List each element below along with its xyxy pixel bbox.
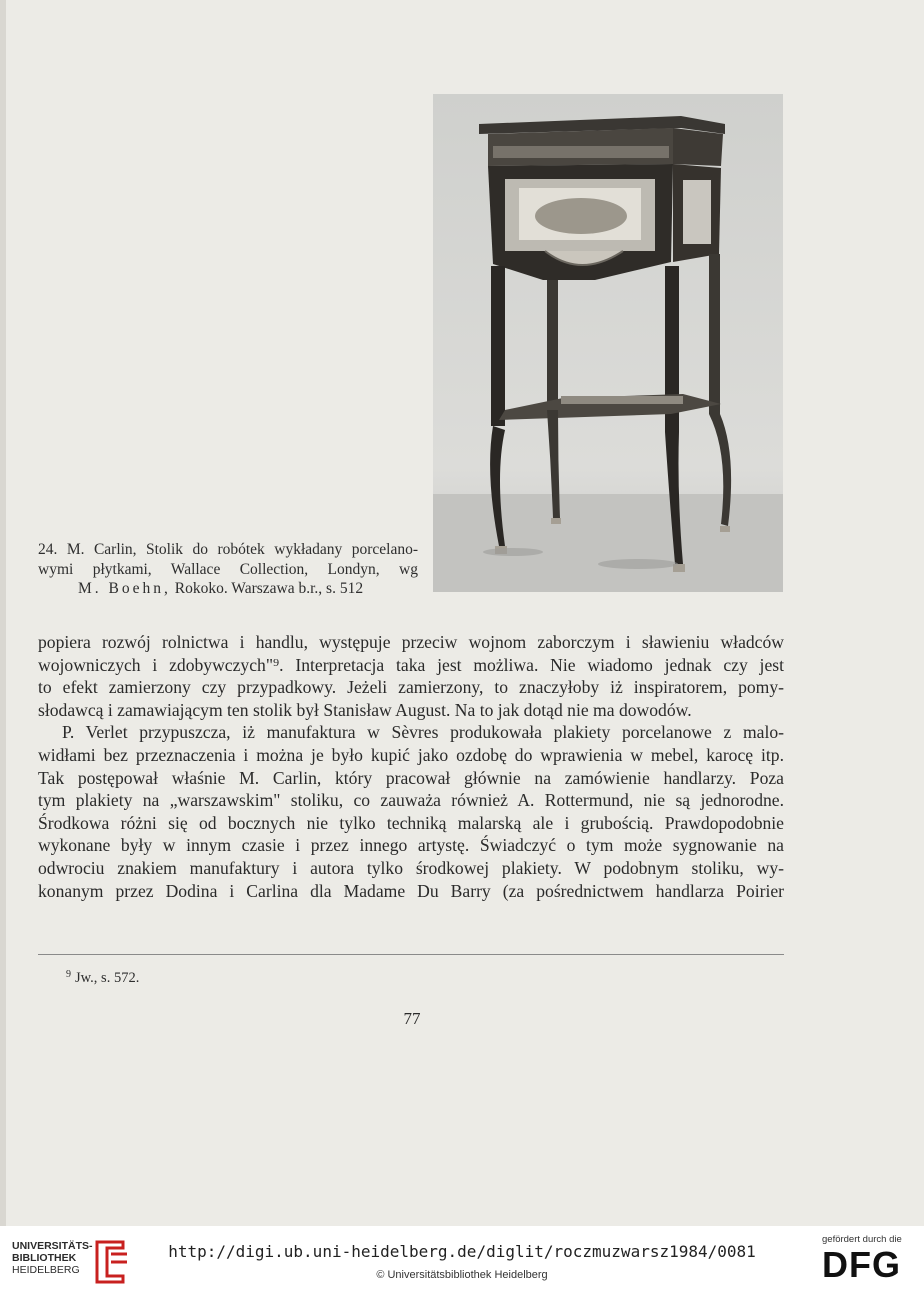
footnote-text: Jw., s. 572.: [75, 970, 140, 986]
body-line: P. Verlet przypuszcza, iż manufaktura w Sèvres produkowała plakiety porcelanowe z malo-: [62, 722, 784, 743]
body-line: widłami bez przeznaczenia i można je było kupić jako ozdobę do wprawienia w mebel, karocę itp.: [38, 744, 784, 765]
body-line: konanym przez Dodina i Carlina dla Madame Du Barry (za pośrednictwem handlarza Poirier: [38, 880, 784, 901]
library-name-line: BIBLIOTHEK: [12, 1252, 77, 1264]
body-line: to efekt zamierzony czy przypadkowy. Jeżeli zamierzony, to znaczyłoby iż inspiratorem, pomy-: [38, 677, 784, 698]
body-line: odwrociu znakiem manufaktury i autora tylko środkowej plakiety. W podobnym stoliku, wy-: [38, 857, 784, 878]
page-number: 77: [403, 1009, 421, 1028]
library-name-line: UNIVERSITÄTS-: [12, 1240, 93, 1252]
footnote-marker: 9: [66, 969, 71, 980]
dfg-logo[interactable]: DFG: [822, 1244, 901, 1285]
caption-source: Rokoko. Warszawa b.r., s. 512: [170, 580, 364, 597]
body-line: Tak postępował właśnie M. Carlin, który pracował głównie na zamówienie handlarzy. Poza: [38, 767, 784, 788]
caption-author: M. Boehn,: [78, 580, 171, 597]
caption-line: [38, 579, 418, 599]
copyright-notice: © Universitätsbibliothek Heidelberg: [376, 1269, 548, 1281]
body-line: tym plakiety na „warszawskim" stoliku, co zauważa również A. Rottermund, nie są jednorodne.: [38, 790, 784, 811]
body-line: popiera rozwój rolnictwa i handlu, występuje przeciw wojnom zaborczym i sławieniu władców: [38, 632, 784, 652]
body-text: [38, 631, 784, 902]
figure-photo-work-table: [433, 94, 783, 592]
work-table-illustration: [433, 94, 783, 592]
body-line: wykonane były w innym czasie i przez innego artystę. Świadczyć o tym może sygnowanie na: [38, 835, 784, 856]
body-line: słodawcą i zamawiającym ten stolik był Stanisław August. Na to jak dotąd nie ma dowodów.: [38, 699, 692, 720]
footnote-divider: [38, 954, 784, 955]
body-line: Środkowa różni się od bocznych nie tylko techniką malarską ale i grubością. Prawdopodobnie: [38, 812, 784, 833]
caption-line: wymi płytkami, Wallace Collection, Londyn, wg: [38, 560, 418, 578]
permalink-url[interactable]: http://digi.ub.uni-heidelberg.de/diglit/roczmuzwarsz1984/0081: [168, 1242, 756, 1261]
funder-note: gefördert durch die: [822, 1234, 902, 1245]
library-name-line: HEIDELBERG: [12, 1264, 80, 1276]
footnote: [66, 969, 139, 987]
caption-line: 24. M. Carlin, Stolik do robótek wykładany porcelano-: [38, 541, 418, 558]
figure-caption: [38, 540, 418, 599]
body-line: wojowniczych i zdobywczych"⁹. Interpretacja taka jest możliwa. Nie wiadomo jednak czy jest: [38, 654, 784, 675]
